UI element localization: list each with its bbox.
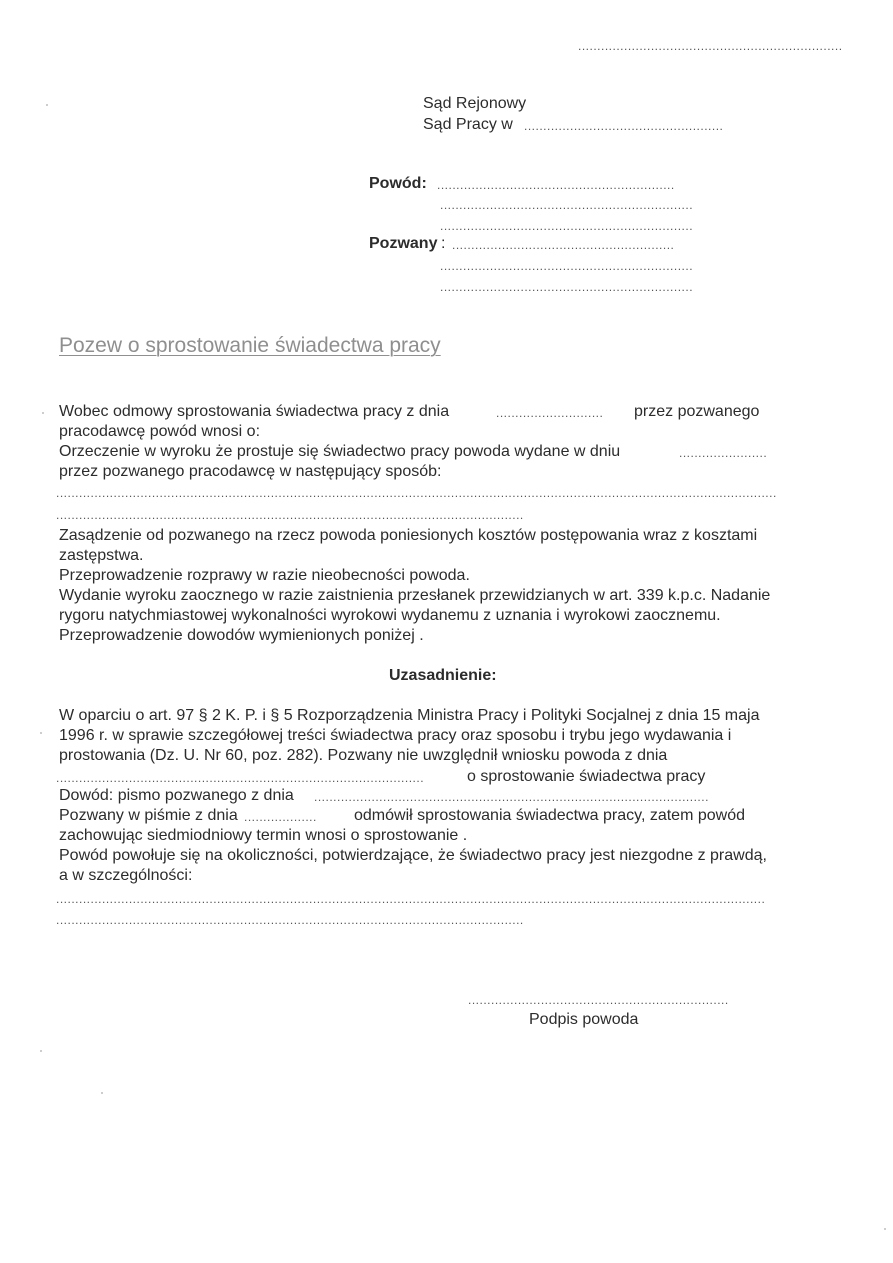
signature-label: Podpis powoda [529, 1011, 639, 1028]
labour-court-label: Sąd Pracy w [423, 116, 513, 133]
circumstances-line-2[interactable]: .......................................................................................................................... [56, 913, 524, 927]
justification-line-1: W oparciu o art. 97 § 2 K. P. i § 5 Rozporządzenia Ministra Pracy i Polityki Socjalnej z dnia 15 maja [59, 707, 760, 724]
claim-costs-2: zastępstwa. [59, 547, 144, 564]
claim-intro: Wobec odmowy sprostowania świadectwa pracy z dnia [59, 403, 450, 420]
justification-line-8: Powód powołuje się na okoliczności, potwierdzające, że świadectwo pracy jest niezgodne z prawdą, [59, 847, 767, 864]
claim-hearing: Przeprowadzenie rozprawy w razie nieobecności powoda. [59, 567, 470, 584]
plaintiff-label: Powód: [369, 175, 427, 192]
justification-line-3: prostowania (Dz. U. Nr 60, poz. 282). Pozwany nie uwzględnił wniosku powoda z dnia [59, 747, 668, 764]
certificate-date-line[interactable]: ....................... [679, 446, 768, 460]
refusal-date-line[interactable]: ............................ [496, 406, 604, 420]
scan-speck [101, 1092, 103, 1094]
claim-intro-end: przez pozwanego [634, 403, 760, 420]
claim-correction-2: przez pozwanego pracodawcę w następujący sposób: [59, 463, 442, 480]
defendant-line-1[interactable]: .......................................................... [452, 238, 675, 252]
justification-line-2: 1996 r. w sprawie szczegółowej treści świadectwa pracy oraz sposobu i trybu jego wydawania i [59, 727, 732, 744]
place-date-line[interactable]: ..................................................................... [578, 39, 843, 53]
document-title: Pozew o sprostowanie świadectwa pracy [59, 334, 441, 357]
claim-costs: Zasądzenie od pozwanego na rzecz powoda poniesionych kosztów postępowania wraz z kosztami [59, 527, 758, 544]
claim-default-judgment-2: rygoru natychmiastowej wykonalności wyrokowi wydanemu z uznania i wyrokowi zaocznemu. [59, 607, 721, 624]
defendant-colon: : [441, 235, 446, 252]
defendant-letter-label: Pozwany w piśmie z dnia [59, 807, 238, 824]
justification-line-7: zachowując siedmiodniowy termin wnosi o sprostowanie . [59, 827, 468, 844]
evidence-letter-date-line[interactable]: ....................................................................................................... [314, 790, 709, 804]
claim-correction: Orzeczenie w wyroku że prostuje się świadectwo pracy powoda wydane w dniu [59, 443, 621, 460]
scan-speck [884, 1228, 886, 1230]
claim-intro-2: pracodawcę powód wnosi o: [59, 423, 261, 440]
court-location-line[interactable]: .................................................... [524, 119, 724, 133]
defendant-label: Pozwany [369, 235, 438, 252]
defendant-line-3[interactable]: .................................................................. [440, 280, 694, 294]
request-date-line[interactable]: ................................................................................................ [56, 771, 425, 785]
court-name: Sąd Rejonowy [423, 95, 527, 112]
plaintiff-line-3[interactable]: .................................................................. [440, 219, 694, 233]
justification-line-9: a w szczególności: [59, 867, 193, 884]
circumstances-line-1[interactable]: ......................................................................................................................................................................................... [56, 892, 766, 906]
scan-speck [42, 412, 44, 414]
signature-line[interactable]: .................................................................... [468, 993, 729, 1007]
claim-default-judgment: Wydanie wyroku zaocznego w razie zaistnienia przesłanek przewidzianych w art. 339 k.p.c. Nadanie [59, 587, 771, 604]
scan-speck [46, 104, 48, 106]
evidence-letter-label: Dowód: pismo pozwanego z dnia [59, 787, 294, 804]
correction-line-2[interactable]: .......................................................................................................................... [56, 508, 524, 522]
correction-line-1[interactable]: ............................................................................................................................................................................................ [56, 486, 777, 500]
defendant-line-2[interactable]: .................................................................. [440, 259, 694, 273]
claim-evidence: Przeprowadzenie dowodów wymienionych poniżej . [59, 627, 424, 644]
plaintiff-line-2[interactable]: .................................................................. [440, 198, 694, 212]
defendant-letter-date-line[interactable]: ................... [244, 810, 317, 824]
plaintiff-line-1[interactable]: .............................................................. [437, 178, 675, 192]
justification-line-4: o sprostowanie świadectwa pracy [467, 768, 706, 785]
scan-speck [40, 1050, 42, 1052]
justification-line-6: odmówił sprostowania świadectwa pracy, zatem powód [354, 807, 745, 824]
scan-speck [40, 732, 42, 734]
justification-heading: Uzasadnienie: [389, 667, 497, 684]
